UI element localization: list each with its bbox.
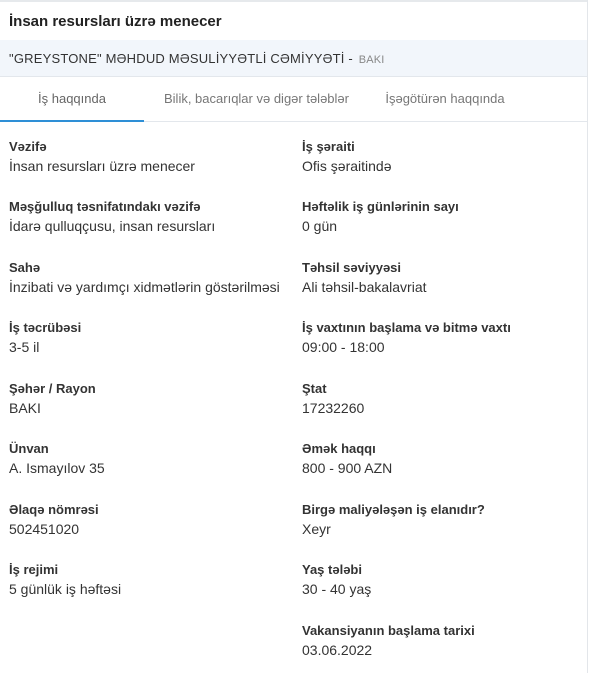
field-value: A. Ismayılov 35: [9, 460, 105, 476]
field-label: Həftəlik iş günlərinin sayı: [302, 199, 459, 214]
field-label: İş təcrübəsi: [9, 320, 82, 335]
field-label: Məşğulluq təsnifatındakı vəzifə: [9, 199, 201, 214]
field-value: 09:00 - 18:00: [302, 339, 385, 355]
field-value: 3-5 il: [9, 339, 40, 355]
field-vacancy-start-date: [302, 623, 475, 659]
field-label: Yaş tələbi: [302, 562, 362, 577]
field-label: Əmək haqqı: [302, 441, 376, 456]
field-value: 03.06.2022: [302, 642, 373, 658]
field-classification-position: [9, 199, 215, 235]
field-label: Ünvan: [9, 441, 49, 456]
field-value: 17232260: [302, 400, 365, 416]
tab-skills-requirements[interactable]: Bilik, bacarıqlar və digər tələblər: [164, 91, 349, 106]
field-label: Birgə maliyələşən iş elanıdır?: [302, 502, 485, 517]
field-value: Ofis şəraitində: [302, 158, 392, 174]
field-education-level: [302, 260, 427, 296]
field-value: 0 gün: [302, 218, 338, 234]
field-address: [9, 441, 105, 477]
field-weekly-workdays: [302, 199, 459, 235]
field-work-mode: [9, 562, 121, 598]
field-label: Şəhər / Rayon: [9, 381, 96, 396]
field-value: Xeyr: [302, 521, 331, 537]
field-salary: [302, 441, 392, 477]
field-label: Əlaqə nömrəsi: [9, 502, 99, 517]
right-border: [587, 0, 588, 673]
company-bar: [0, 40, 587, 77]
field-value: 30 - 40 yaş: [302, 581, 372, 597]
field-label: Ştat: [302, 381, 327, 396]
field-value: İnzibati və yardımçı xidmətlərin göstərilməsi: [9, 279, 280, 295]
field-value: 800 - 900 AZN: [302, 460, 393, 476]
field-value: 5 günlük iş həftəsi: [9, 581, 122, 597]
field-sector: [9, 260, 280, 296]
field-city: [9, 381, 96, 417]
field-label: Vakansiyanın başlama tarixi: [302, 623, 475, 638]
field-value: İnsan resursları üzrə menecer: [9, 158, 195, 174]
company-info: [9, 51, 385, 66]
field-label: Sahə: [9, 260, 41, 275]
field-label: İş rejimi: [9, 562, 59, 577]
company-city: BAKI: [358, 54, 385, 66]
field-experience: [9, 320, 81, 356]
field-value: 502451020: [9, 521, 80, 537]
field-value: BAKI: [9, 400, 41, 416]
field-working-hours: [302, 320, 511, 356]
field-value: İdarə qulluqçusu, insan resursları: [9, 218, 216, 234]
company-name[interactable]: "GREYSTONE" MƏHDUD MƏSULİYYƏTLİ CƏMİYYƏTİ -: [9, 51, 353, 66]
tab-job-info[interactable]: İş haqqında: [0, 77, 144, 121]
field-work-conditions: [302, 139, 391, 175]
field-label: Vəzifə: [9, 139, 47, 154]
field-label: İş şəraiti: [302, 139, 355, 154]
field-contact-number: [9, 502, 99, 538]
field-age-requirement: [302, 562, 371, 598]
tab-bar: [0, 77, 587, 122]
field-value: Ali təhsil-bakalavriat: [302, 279, 427, 295]
field-staff-id: [302, 381, 364, 417]
top-divider: [0, 0, 588, 2]
field-position: [9, 139, 195, 175]
field-co-financed: [302, 502, 485, 538]
tab-employer-info[interactable]: İşəgötürən haqqında: [385, 91, 505, 106]
field-label: İş vaxtının başlama və bitmə vaxtı: [302, 320, 511, 335]
field-label: Təhsil səviyyəsi: [302, 260, 402, 275]
page-title: İnsan resursları üzrə menecer: [9, 13, 222, 30]
